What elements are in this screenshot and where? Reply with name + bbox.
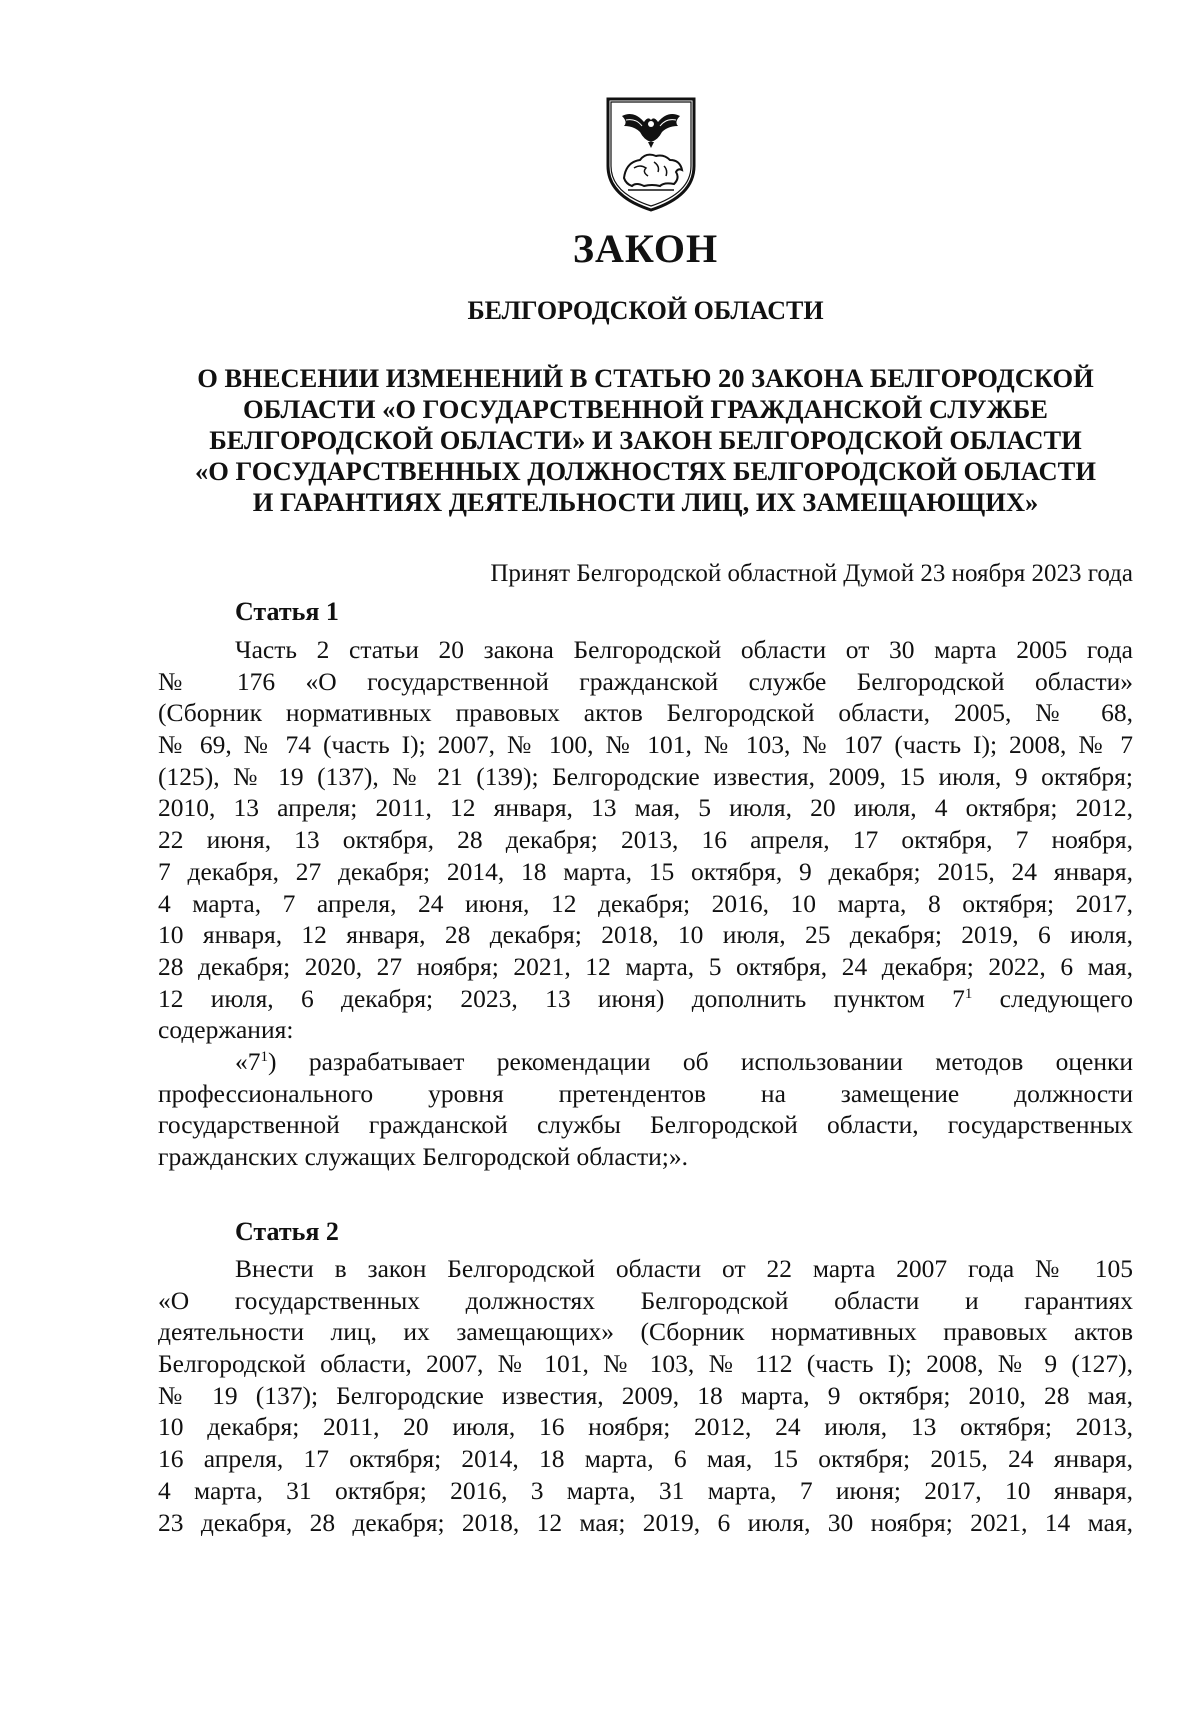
text-fragment: «7 xyxy=(235,1046,261,1076)
adoption-note: Принят Белгородской областной Думой 23 ноября 2023 года xyxy=(490,560,1133,587)
text-line: 7 декабря, 27 декабря; 2014, 18 марта, 15 октября, 9 декабря; 2015, 24 января, xyxy=(158,856,1133,886)
text-line: (Сборник нормативных правовых актов Белгородской области, 2005, № 68, xyxy=(158,698,1133,728)
text-line: Часть 2 статьи 20 закона Белгородской области от 30 марта 2005 года xyxy=(235,635,1133,664)
text-line: Внести в закон Белгородской области от 22 марта 2007 года № 105 xyxy=(235,1254,1133,1283)
text-line: 16 апреля, 17 октября; 2014, 18 марта, 6 мая, 15 октября; 2015, 24 января, xyxy=(158,1444,1133,1474)
text-line: № 176 «О государственной гражданской службе Белгородской области» xyxy=(158,666,1133,696)
subject-line: «О ГОСУДАРСТВЕННЫХ ДОЛЖНОСТЯХ БЕЛГОРОДСКОЙ ОБЛАСТИ xyxy=(195,456,1096,486)
superscript: 1 xyxy=(260,1048,268,1065)
text-line xyxy=(158,983,1133,1015)
law-title: ЗАКОН xyxy=(572,226,719,271)
article-1-body xyxy=(158,634,1133,1173)
subject-line: О ВНЕСЕНИИ ИЗМЕНЕНИЙ В СТАТЬЮ 20 ЗАКОНА БЕЛГОРОДСКОЙ xyxy=(197,363,1094,393)
text-line: 4 марта, 31 октября; 2016, 3 марта, 31 марта, 7 июня; 2017, 10 января, xyxy=(158,1475,1133,1505)
text-line: 28 декабря; 2020, 27 ноября; 2021, 12 марта, 5 октября, 24 декабря; 2022, 6 мая, xyxy=(158,951,1133,981)
text-line: деятельности лиц, их замещающих» (Сборник нормативных правовых актов xyxy=(158,1317,1133,1347)
text-fragment: следующего xyxy=(972,983,1133,1013)
text-line: «О государственных должностях Белгородской области и гарантиях xyxy=(158,1285,1133,1315)
text-fragment: ) разрабатывает рекомендации об использовании методов оценки xyxy=(268,1046,1133,1076)
document-page xyxy=(158,0,1133,1721)
quoted-text-line: гражданских служащих Белгородской области;». xyxy=(158,1142,688,1171)
article-2-body xyxy=(158,1253,1133,1538)
quoted-text-line xyxy=(158,1046,1133,1078)
coat-of-arms-icon xyxy=(604,96,698,214)
quoted-text-line: профессионального уровня претендентов на замещение должности xyxy=(158,1078,1133,1108)
region-title: БЕЛГОРОДСКОЙ ОБЛАСТИ xyxy=(467,296,824,325)
article-1-heading: Статья 1 xyxy=(235,597,339,626)
text-line: № 19 (137); Белгородские известия, 2009, 18 марта, 9 октября; 2010, 28 мая, xyxy=(158,1380,1133,1410)
quoted-text-line: государственной гражданской службы Белгородской области, государственных xyxy=(158,1110,1133,1140)
text-line: 10 декабря; 2011, 20 июля, 16 ноября; 2012, 24 июля, 13 октября; 2013, xyxy=(158,1412,1133,1442)
text-line: 2010, 13 апреля; 2011, 12 января, 13 мая, 5 июля, 20 июля, 4 октября; 2012, xyxy=(158,793,1133,823)
law-subject xyxy=(158,363,1133,518)
text-line: 22 июня, 13 октября, 28 декабря; 2013, 16 апреля, 17 октября, 7 ноября, xyxy=(158,825,1133,855)
text-line: Белгородской области, 2007, № 101, № 103, № 112 (часть I); 2008, № 9 (127), xyxy=(158,1349,1133,1379)
subject-line: И ГАРАНТИЯХ ДЕЯТЕЛЬНОСТИ ЛИЦ, ИХ ЗАМЕЩАЮЩИХ» xyxy=(252,487,1039,517)
text-line: содержания: xyxy=(158,1015,294,1045)
text-line: 10 января, 12 января, 28 декабря; 2018, 10 июля, 25 декабря; 2019, 6 июля, xyxy=(158,920,1133,950)
superscript: 1 xyxy=(964,985,973,1002)
text-line: 4 марта, 7 апреля, 24 июня, 12 декабря; 2016, 10 марта, 8 октября; 2017, xyxy=(158,888,1133,918)
article-2-heading: Статья 2 xyxy=(235,1217,339,1246)
text-line: № 69, № 74 (часть I); 2007, № 100, № 101, № 103, № 107 (часть I); 2008, № 7 xyxy=(158,730,1133,760)
subject-line: ОБЛАСТИ «О ГОСУДАРСТВЕННОЙ ГРАЖДАНСКОЙ СЛУЖБЕ xyxy=(243,394,1048,424)
subject-line: БЕЛГОРОДСКОЙ ОБЛАСТИ» И ЗАКОН БЕЛГОРОДСКОЙ ОБЛАСТИ xyxy=(209,425,1082,455)
text-fragment: 12 июля, 6 декабря; 2023, 13 июня) дополнить пунктом 7 xyxy=(158,983,965,1013)
text-line: (125), № 19 (137), № 21 (139); Белгородские известия, 2009, 15 июля, 9 октября; xyxy=(158,761,1133,791)
text-line: 23 декабря, 28 декабря; 2018, 12 мая; 2019, 6 июля, 30 ноября; 2021, 14 мая, xyxy=(158,1507,1133,1537)
